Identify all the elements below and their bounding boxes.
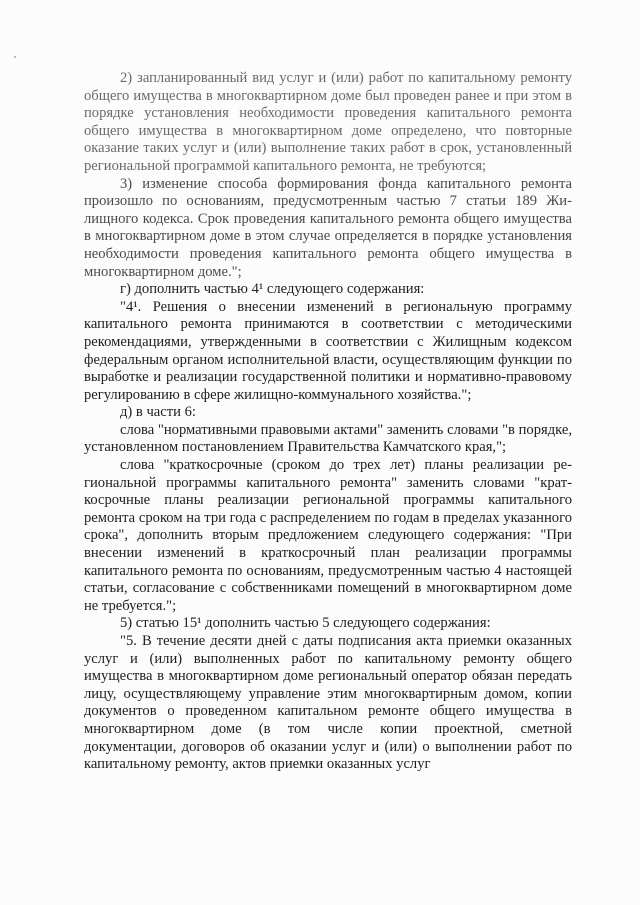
paragraph-subitem-d: д) в части 6: bbox=[120, 404, 196, 421]
scan-mark bbox=[14, 56, 16, 58]
paragraph-item-2: 2) запланированный вид услуг и (или) работ по капитальному ремонту общего имущества в многоквартирном доме был проведен ранее и при этом в порядке установления необходимости проведения капитального ремонта общего имущества в многоквартирном доме определено, что повторные оказание таких услуг и (или) выполнение таких работ в срок, установленный региональной программой капитального ремонта, не требуются; bbox=[84, 70, 572, 174]
paragraph-subitem-g: г) дополнить частью 4¹ следующего содержания: bbox=[120, 281, 425, 298]
paragraph-item-3: 3) изменение способа формирования фонда капитального ремонта произошло по основаниям, предусмотренным частью 7 статьи 189 Жилищного кодекса. Срок проведения капитального ремонта общего имущества в многоквартирном доме в этом случае определяется в порядке установления необходимости проведения капитального ремонта общего имущества в многоквартирном доме."; bbox=[84, 175, 572, 280]
paragraph-item-5: 5) статью 15¹ дополнить частью 5 следующего содержания: bbox=[120, 615, 491, 632]
document-body bbox=[84, 70, 572, 774]
paragraph-part-5: "5. В течение десяти дней с даты подписания акта приемки оказанных услуг и (или) выполненных работ по капитальному ремонту общего имущества в многоквартирном доме региональный оператор обязан передать лицу, осуществляющему управление этим многоквартирным домом, копии документов о проведенном капитальном ремонте общего имущества в многоквартирном доме (в том числе копии проектной, сметной документации, договоров об оказании услуг и (или) о выполнении работ по капитальному ремонту, актов приемки оказанных услуг bbox=[84, 633, 572, 773]
paragraph-part-4-1: "4¹. Решения о внесении изменений в региональную программу капитального ремонта принимаются в соответствии с методическими рекомендациями, утвержденными в соответствии с Жилищным кодексом федеральным органом исполнительной власти, осуществляющим функции по выработке и реализации государственной политики и нормативно-правовому регулированию в сфере жилищно-коммунального хозяйства."; bbox=[84, 298, 572, 403]
paragraph-words-short-term: слова "краткосрочные (сроком до трех лет) планы реализации региональной программы капитального ремонта" заменить словами "краткосрочные планы реализации региональной программы капитального ремонта сроком на три года с распределением по годам в пределах указанного срока", дополнить вторым предложением следующего содержания: "При внесении изменений в краткосрочный план реализации программы капитального ремонта по основаниям, предусмотренным частью 4 настоящей статьи, согласование с собственниками помещений в многоквартирном доме не требуется."; bbox=[84, 457, 572, 614]
paragraph-words-normative: слова "нормативными правовыми актами" заменить словами "в порядке, установленном постановлением Правительства Камчатского края,"; bbox=[84, 421, 572, 456]
